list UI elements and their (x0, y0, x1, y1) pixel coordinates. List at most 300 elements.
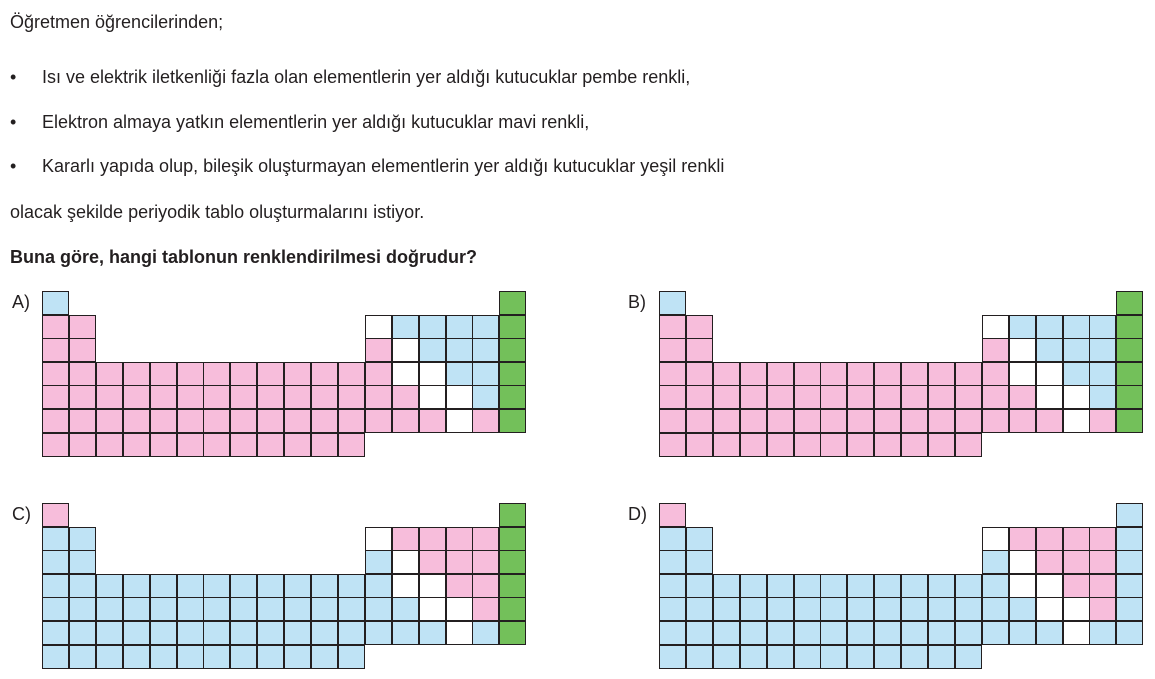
element-cell (365, 597, 392, 621)
element-cell (794, 385, 821, 409)
element-cell (230, 433, 257, 457)
element-cell (659, 503, 686, 527)
element-cell (472, 550, 499, 574)
element-cell (901, 574, 928, 598)
element-cell (311, 362, 338, 386)
element-cell (42, 597, 69, 621)
bullet-1-symbol: • (10, 67, 17, 87)
element-cell (42, 503, 69, 527)
element-cell (446, 621, 473, 645)
element-cell (177, 385, 204, 409)
element-cell (767, 362, 794, 386)
element-cell (901, 597, 928, 621)
element-cell (1116, 503, 1143, 527)
element-cell (123, 621, 150, 645)
element-cell (338, 362, 365, 386)
element-cell (794, 597, 821, 621)
element-cell (42, 645, 69, 669)
element-cell (284, 645, 311, 669)
element-cell (177, 409, 204, 433)
element-cell (1009, 315, 1036, 339)
element-cell (1036, 362, 1063, 386)
element-cell (659, 527, 686, 551)
element-cell (311, 645, 338, 669)
element-cell (338, 621, 365, 645)
element-cell (686, 385, 713, 409)
element-cell (982, 409, 1009, 433)
element-cell (365, 338, 392, 362)
element-cell (419, 315, 446, 339)
element-cell (820, 597, 847, 621)
element-cell (419, 574, 446, 598)
element-cell (1063, 409, 1090, 433)
element-cell (794, 621, 821, 645)
element-cell (686, 574, 713, 598)
option-c-label[interactable]: C) (12, 504, 31, 524)
element-cell (740, 645, 767, 669)
element-cell (901, 362, 928, 386)
outro-text: olacak şekilde periyodik tablo oluşturmalarını istiyor. (10, 202, 425, 222)
element-cell (686, 409, 713, 433)
element-cell (767, 645, 794, 669)
element-cell (419, 550, 446, 574)
element-cell (1063, 574, 1090, 598)
element-cell (713, 597, 740, 621)
element-cell (499, 385, 526, 409)
element-cell (392, 338, 419, 362)
element-cell (713, 645, 740, 669)
element-cell (955, 574, 982, 598)
element-cell (338, 385, 365, 409)
element-cell (69, 385, 96, 409)
bullet-2-text: Elektron almaya yatkın elementlerin yer aldığı kutucuklar mavi renkli, (42, 112, 590, 132)
element-cell (446, 338, 473, 362)
element-cell (847, 645, 874, 669)
element-cell (499, 291, 526, 315)
element-cell (257, 362, 284, 386)
element-cell (740, 574, 767, 598)
element-cell (1063, 597, 1090, 621)
element-cell (659, 409, 686, 433)
element-cell (392, 385, 419, 409)
element-cell (230, 645, 257, 669)
element-cell (472, 409, 499, 433)
element-cell (446, 597, 473, 621)
element-cell (928, 362, 955, 386)
element-cell (69, 597, 96, 621)
element-cell (901, 409, 928, 433)
element-cell (928, 597, 955, 621)
intro-text: Öğretmen öğrencilerinden; (10, 12, 224, 32)
element-cell (901, 621, 928, 645)
element-cell (767, 385, 794, 409)
element-cell (901, 433, 928, 457)
element-cell (659, 550, 686, 574)
element-cell (96, 362, 123, 386)
element-cell (499, 527, 526, 551)
element-cell (177, 433, 204, 457)
element-cell (767, 574, 794, 598)
element-cell (1116, 574, 1143, 598)
element-cell (686, 338, 713, 362)
element-cell (42, 385, 69, 409)
element-cell (659, 645, 686, 669)
element-cell (203, 385, 230, 409)
element-cell (1116, 550, 1143, 574)
element-cell (874, 597, 901, 621)
option-d-label[interactable]: D) (628, 504, 647, 524)
element-cell (1036, 385, 1063, 409)
element-cell (955, 385, 982, 409)
element-cell (284, 362, 311, 386)
element-cell (1116, 362, 1143, 386)
element-cell (311, 385, 338, 409)
element-cell (1009, 409, 1036, 433)
element-cell (1116, 291, 1143, 315)
element-cell (69, 409, 96, 433)
element-cell (177, 621, 204, 645)
element-cell (69, 362, 96, 386)
element-cell (713, 621, 740, 645)
element-cell (982, 527, 1009, 551)
element-cell (499, 574, 526, 598)
element-cell (472, 362, 499, 386)
element-cell (847, 433, 874, 457)
element-cell (419, 338, 446, 362)
element-cell (177, 362, 204, 386)
element-cell (338, 597, 365, 621)
element-cell (659, 621, 686, 645)
element-cell (1089, 527, 1116, 551)
element-cell (928, 385, 955, 409)
element-cell (847, 362, 874, 386)
element-cell (928, 574, 955, 598)
element-cell (419, 362, 446, 386)
element-cell (123, 385, 150, 409)
element-cell (96, 597, 123, 621)
element-cell (847, 574, 874, 598)
element-cell (365, 315, 392, 339)
element-cell (982, 385, 1009, 409)
element-cell (230, 597, 257, 621)
element-cell (686, 597, 713, 621)
element-cell (499, 338, 526, 362)
element-cell (740, 597, 767, 621)
element-cell (686, 550, 713, 574)
element-cell (365, 550, 392, 574)
element-cell (713, 362, 740, 386)
element-cell (42, 527, 69, 551)
element-cell (499, 409, 526, 433)
option-a-label[interactable]: A) (12, 292, 30, 312)
element-cell (69, 621, 96, 645)
element-cell (177, 574, 204, 598)
element-cell (123, 362, 150, 386)
element-cell (1089, 550, 1116, 574)
element-cell (1063, 385, 1090, 409)
element-cell (794, 645, 821, 669)
element-cell (392, 409, 419, 433)
element-cell (311, 409, 338, 433)
element-cell (1063, 550, 1090, 574)
element-cell (847, 409, 874, 433)
element-cell (257, 645, 284, 669)
element-cell (928, 409, 955, 433)
element-cell (365, 385, 392, 409)
element-cell (740, 621, 767, 645)
element-cell (472, 597, 499, 621)
element-cell (1036, 597, 1063, 621)
element-cell (1089, 338, 1116, 362)
element-cell (1089, 621, 1116, 645)
element-cell (338, 409, 365, 433)
element-cell (982, 362, 1009, 386)
element-cell (230, 574, 257, 598)
element-cell (874, 385, 901, 409)
element-cell (982, 574, 1009, 598)
element-cell (659, 362, 686, 386)
element-cell (499, 621, 526, 645)
element-cell (874, 621, 901, 645)
element-cell (284, 597, 311, 621)
element-cell (1116, 621, 1143, 645)
element-cell (177, 645, 204, 669)
option-c-table[interactable] (42, 503, 527, 668)
element-cell (767, 409, 794, 433)
element-cell (42, 433, 69, 457)
option-b-label[interactable]: B) (628, 292, 646, 312)
element-cell (203, 433, 230, 457)
element-cell (1116, 338, 1143, 362)
element-cell (982, 550, 1009, 574)
element-cell (1036, 315, 1063, 339)
element-cell (123, 574, 150, 598)
element-cell (284, 409, 311, 433)
element-cell (42, 291, 69, 315)
element-cell (338, 574, 365, 598)
element-cell (1036, 527, 1063, 551)
option-d-table[interactable] (659, 503, 1144, 668)
element-cell (820, 385, 847, 409)
element-cell (42, 338, 69, 362)
element-cell (713, 433, 740, 457)
element-cell (499, 362, 526, 386)
element-cell (874, 645, 901, 669)
element-cell (419, 597, 446, 621)
element-cell (1063, 362, 1090, 386)
option-a-table[interactable] (42, 291, 527, 456)
element-cell (42, 409, 69, 433)
element-cell (42, 621, 69, 645)
bullet-2-symbol: • (10, 112, 17, 132)
element-cell (392, 621, 419, 645)
element-cell (69, 433, 96, 457)
element-cell (659, 385, 686, 409)
element-cell (96, 409, 123, 433)
element-cell (659, 597, 686, 621)
element-cell (419, 409, 446, 433)
element-cell (1089, 315, 1116, 339)
element-cell (1036, 409, 1063, 433)
element-cell (472, 621, 499, 645)
element-cell (820, 409, 847, 433)
element-cell (1009, 385, 1036, 409)
element-cell (257, 385, 284, 409)
element-cell (1089, 574, 1116, 598)
element-cell (659, 338, 686, 362)
element-cell (472, 315, 499, 339)
element-cell (740, 385, 767, 409)
element-cell (1089, 385, 1116, 409)
element-cell (150, 362, 177, 386)
element-cell (177, 597, 204, 621)
element-cell (1116, 385, 1143, 409)
element-cell (123, 597, 150, 621)
element-cell (955, 409, 982, 433)
element-cell (96, 621, 123, 645)
element-cell (874, 409, 901, 433)
element-cell (1036, 550, 1063, 574)
element-cell (69, 574, 96, 598)
element-cell (96, 385, 123, 409)
element-cell (203, 409, 230, 433)
element-cell (365, 574, 392, 598)
element-cell (123, 645, 150, 669)
element-cell (1036, 574, 1063, 598)
element-cell (203, 574, 230, 598)
element-cell (311, 574, 338, 598)
element-cell (311, 621, 338, 645)
element-cell (928, 433, 955, 457)
element-cell (1089, 597, 1116, 621)
element-cell (69, 338, 96, 362)
element-cell (767, 433, 794, 457)
element-cell (311, 597, 338, 621)
element-cell (203, 621, 230, 645)
element-cell (847, 385, 874, 409)
element-cell (847, 597, 874, 621)
element-cell (955, 362, 982, 386)
element-cell (1009, 338, 1036, 362)
element-cell (659, 315, 686, 339)
element-cell (284, 385, 311, 409)
element-cell (1009, 550, 1036, 574)
element-cell (659, 433, 686, 457)
element-cell (472, 527, 499, 551)
element-cell (257, 597, 284, 621)
element-cell (901, 645, 928, 669)
element-cell (982, 597, 1009, 621)
element-cell (794, 362, 821, 386)
element-cell (472, 574, 499, 598)
element-cell (284, 621, 311, 645)
element-cell (472, 385, 499, 409)
element-cell (928, 621, 955, 645)
element-cell (96, 574, 123, 598)
element-cell (1089, 362, 1116, 386)
element-cell (96, 433, 123, 457)
element-cell (820, 621, 847, 645)
element-cell (982, 621, 1009, 645)
element-cell (794, 574, 821, 598)
element-cell (203, 645, 230, 669)
element-cell (392, 574, 419, 598)
element-cell (499, 597, 526, 621)
element-cell (419, 621, 446, 645)
element-cell (365, 362, 392, 386)
element-cell (955, 433, 982, 457)
element-cell (446, 409, 473, 433)
element-cell (338, 645, 365, 669)
element-cell (96, 645, 123, 669)
element-cell (874, 362, 901, 386)
element-cell (1036, 338, 1063, 362)
element-cell (446, 550, 473, 574)
element-cell (1116, 409, 1143, 433)
element-cell (874, 574, 901, 598)
element-cell (499, 315, 526, 339)
element-cell (446, 362, 473, 386)
bullet-3-text: Kararlı yapıda olup, bileşik oluşturmayan elementlerin yer aldığı kutucuklar yeşil renkli (42, 156, 725, 176)
bullet-3-symbol: • (10, 156, 17, 176)
element-cell (69, 527, 96, 551)
element-cell (847, 621, 874, 645)
element-cell (499, 550, 526, 574)
element-cell (1009, 574, 1036, 598)
element-cell (42, 362, 69, 386)
element-cell (392, 550, 419, 574)
element-cell (230, 621, 257, 645)
element-cell (874, 433, 901, 457)
element-cell (150, 574, 177, 598)
element-cell (419, 527, 446, 551)
element-cell (42, 550, 69, 574)
element-cell (686, 527, 713, 551)
element-cell (284, 433, 311, 457)
element-cell (392, 315, 419, 339)
element-cell (820, 645, 847, 669)
element-cell (150, 409, 177, 433)
element-cell (767, 597, 794, 621)
element-cell (446, 385, 473, 409)
element-cell (820, 433, 847, 457)
element-cell (1063, 527, 1090, 551)
element-cell (982, 315, 1009, 339)
element-cell (659, 291, 686, 315)
element-cell (203, 597, 230, 621)
element-cell (1009, 527, 1036, 551)
element-cell (901, 385, 928, 409)
element-cell (42, 574, 69, 598)
element-cell (257, 409, 284, 433)
element-cell (686, 621, 713, 645)
element-cell (365, 527, 392, 551)
element-cell (740, 409, 767, 433)
element-cell (659, 574, 686, 598)
bullet-1-text: Isı ve elektrik iletkenliği fazla olan elementlerin yer aldığı kutucuklar pembe renkli, (42, 67, 691, 87)
element-cell (257, 433, 284, 457)
element-cell (1089, 409, 1116, 433)
element-cell (446, 527, 473, 551)
element-cell (230, 362, 257, 386)
element-cell (928, 645, 955, 669)
element-cell (392, 527, 419, 551)
element-cell (69, 550, 96, 574)
option-b-table[interactable] (659, 291, 1144, 456)
element-cell (686, 362, 713, 386)
element-cell (42, 315, 69, 339)
element-cell (1063, 338, 1090, 362)
